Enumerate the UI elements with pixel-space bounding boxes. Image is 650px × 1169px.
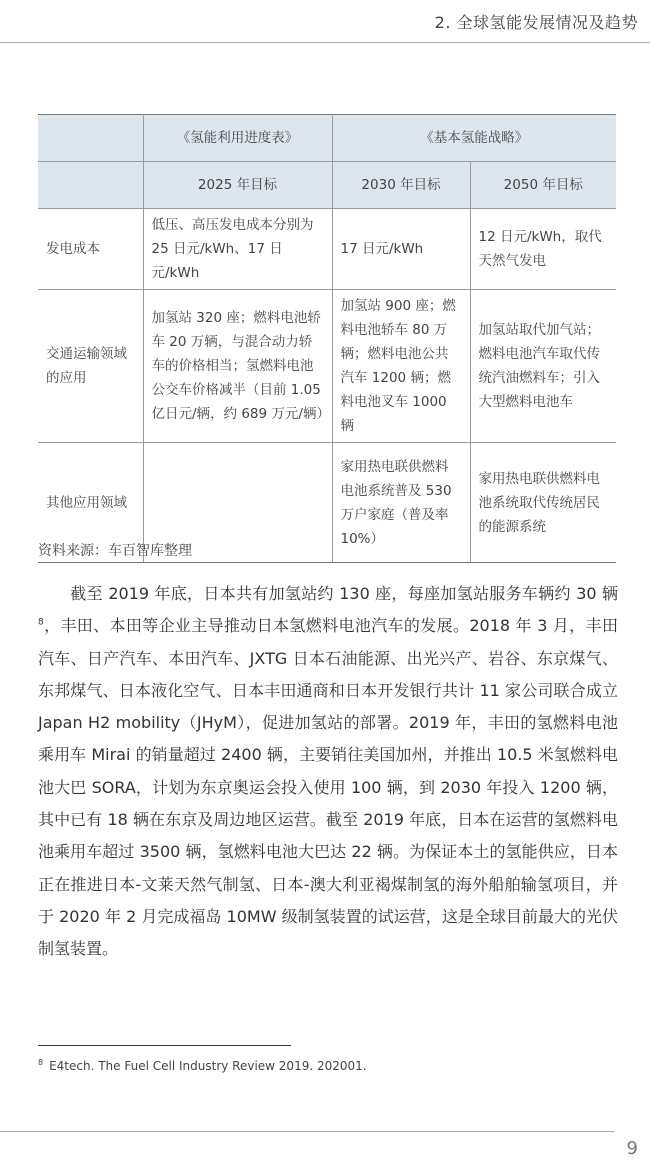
body-text-part2: ，丰田、本田等企业主导推动日本氢燃料电池汽车的发展。2018 年 3 月，丰田汽车、日产汽车、本田汽车、JXTG 日本石油能源、出光兴产、岩谷、东京煤气、东邦煤气、日本液化空气、日本丰田通商和日本开发银行共计 11 家公司联合成立 Japan H2 mobility（JHyM），促进加氢站的部署。2019 年，丰田的氢燃料电池乘用车 Mirai 的销量超过 2400 辆，主要销往美国加州，并推出 10.5 米氢燃料电池大巴 SORA，计划为东京奥运会投入使用 100 辆，到 2030 年投入 1200 辆，其中已有 18 辆在东京及周边地区运营。截至 2019 年底，日本在运营的氢燃料电池乘用车超过 3500 辆，氢燃料电池大巴达 22 辆。为保证本土的氢能供应，日本正在推进日本-文莱天然气制氢、日本-澳大利亚褐煤制氢的海外船舶输氢项目，并于 2020 年 2 月完成福岛 10MW 级制氢装置的试运营，这是全球目前最大的光伏制氢装置。 <box>38 616 618 959</box>
table-cell: 加氢站取代加气站；燃料电池汽车取代传统汽油燃料车；引入大型燃料电池车 <box>470 290 616 443</box>
table-header-group-roadmap: 《氢能利用进度表》 <box>143 115 332 162</box>
table-cell: 家用热电联供燃料电池系统取代传统居民的能源系统 <box>470 443 616 563</box>
row-label-power-cost: 发电成本 <box>38 209 143 290</box>
body-paragraph <box>38 578 618 966</box>
table-row <box>38 290 616 443</box>
table-cell: 12 日元/kWh，取代天然气发电 <box>470 209 616 290</box>
table-header-row-years <box>38 162 616 209</box>
table-header-2050: 2050 年目标 <box>470 162 616 209</box>
table-header-2030: 2030 年目标 <box>332 162 470 209</box>
table-header-empty <box>38 115 143 162</box>
japan-hydrogen-targets-table <box>38 114 616 563</box>
footnote-text: E4tech. The Fuel Cell Industry Review 2019. 202001. <box>49 1059 367 1073</box>
table-cell: 低压、高压发电成本分别为25 日元/kWh、17 日元/kWh <box>143 209 332 290</box>
table-header-row-groups <box>38 115 616 162</box>
footnote-reference[interactable]: 8 <box>38 617 44 628</box>
table-cell: 加氢站 320 座；燃料电池轿车 20 万辆，与混合动力轿车的价格相当；氢燃料电池公交车价格减半（目前 1.05 亿日元/辆，约 689 万元/辆） <box>143 290 332 443</box>
body-text-part1: 截至 2019 年底，日本共有加氢站约 130 座，每座加氢站服务车辆约 30 辆 <box>70 584 618 603</box>
table-header-group-strategy: 《基本氢能战略》 <box>332 115 616 162</box>
table-cell: 家用热电联供燃料电池系统普及 530 万户家庭（普及率 10%） <box>332 443 470 563</box>
table-row <box>38 209 616 290</box>
row-label-transport: 交通运输领域的应用 <box>38 290 143 443</box>
running-header-title: 2. 全球氢能发展情况及趋势 <box>434 13 638 32</box>
table-header-empty <box>38 162 143 209</box>
page-number: 9 <box>626 1138 638 1159</box>
row-label-other: 其他应用领域 <box>38 443 143 563</box>
footnote-number: 8 <box>38 1058 44 1067</box>
footnote <box>38 1058 367 1073</box>
table-cell: 17 日元/kWh <box>332 209 470 290</box>
header-divider <box>0 42 650 43</box>
footer-divider <box>0 1131 614 1132</box>
footnote-divider <box>38 1045 291 1046</box>
table-source-note: 资料来源：车百智库整理 <box>38 543 192 559</box>
table-header-2025: 2025 年目标 <box>143 162 332 209</box>
table-cell: 加氢站 900 座；燃料电池轿车 80 万辆；燃料电池公共汽车 1200 辆；燃料电池叉车 1000 辆 <box>332 290 470 443</box>
